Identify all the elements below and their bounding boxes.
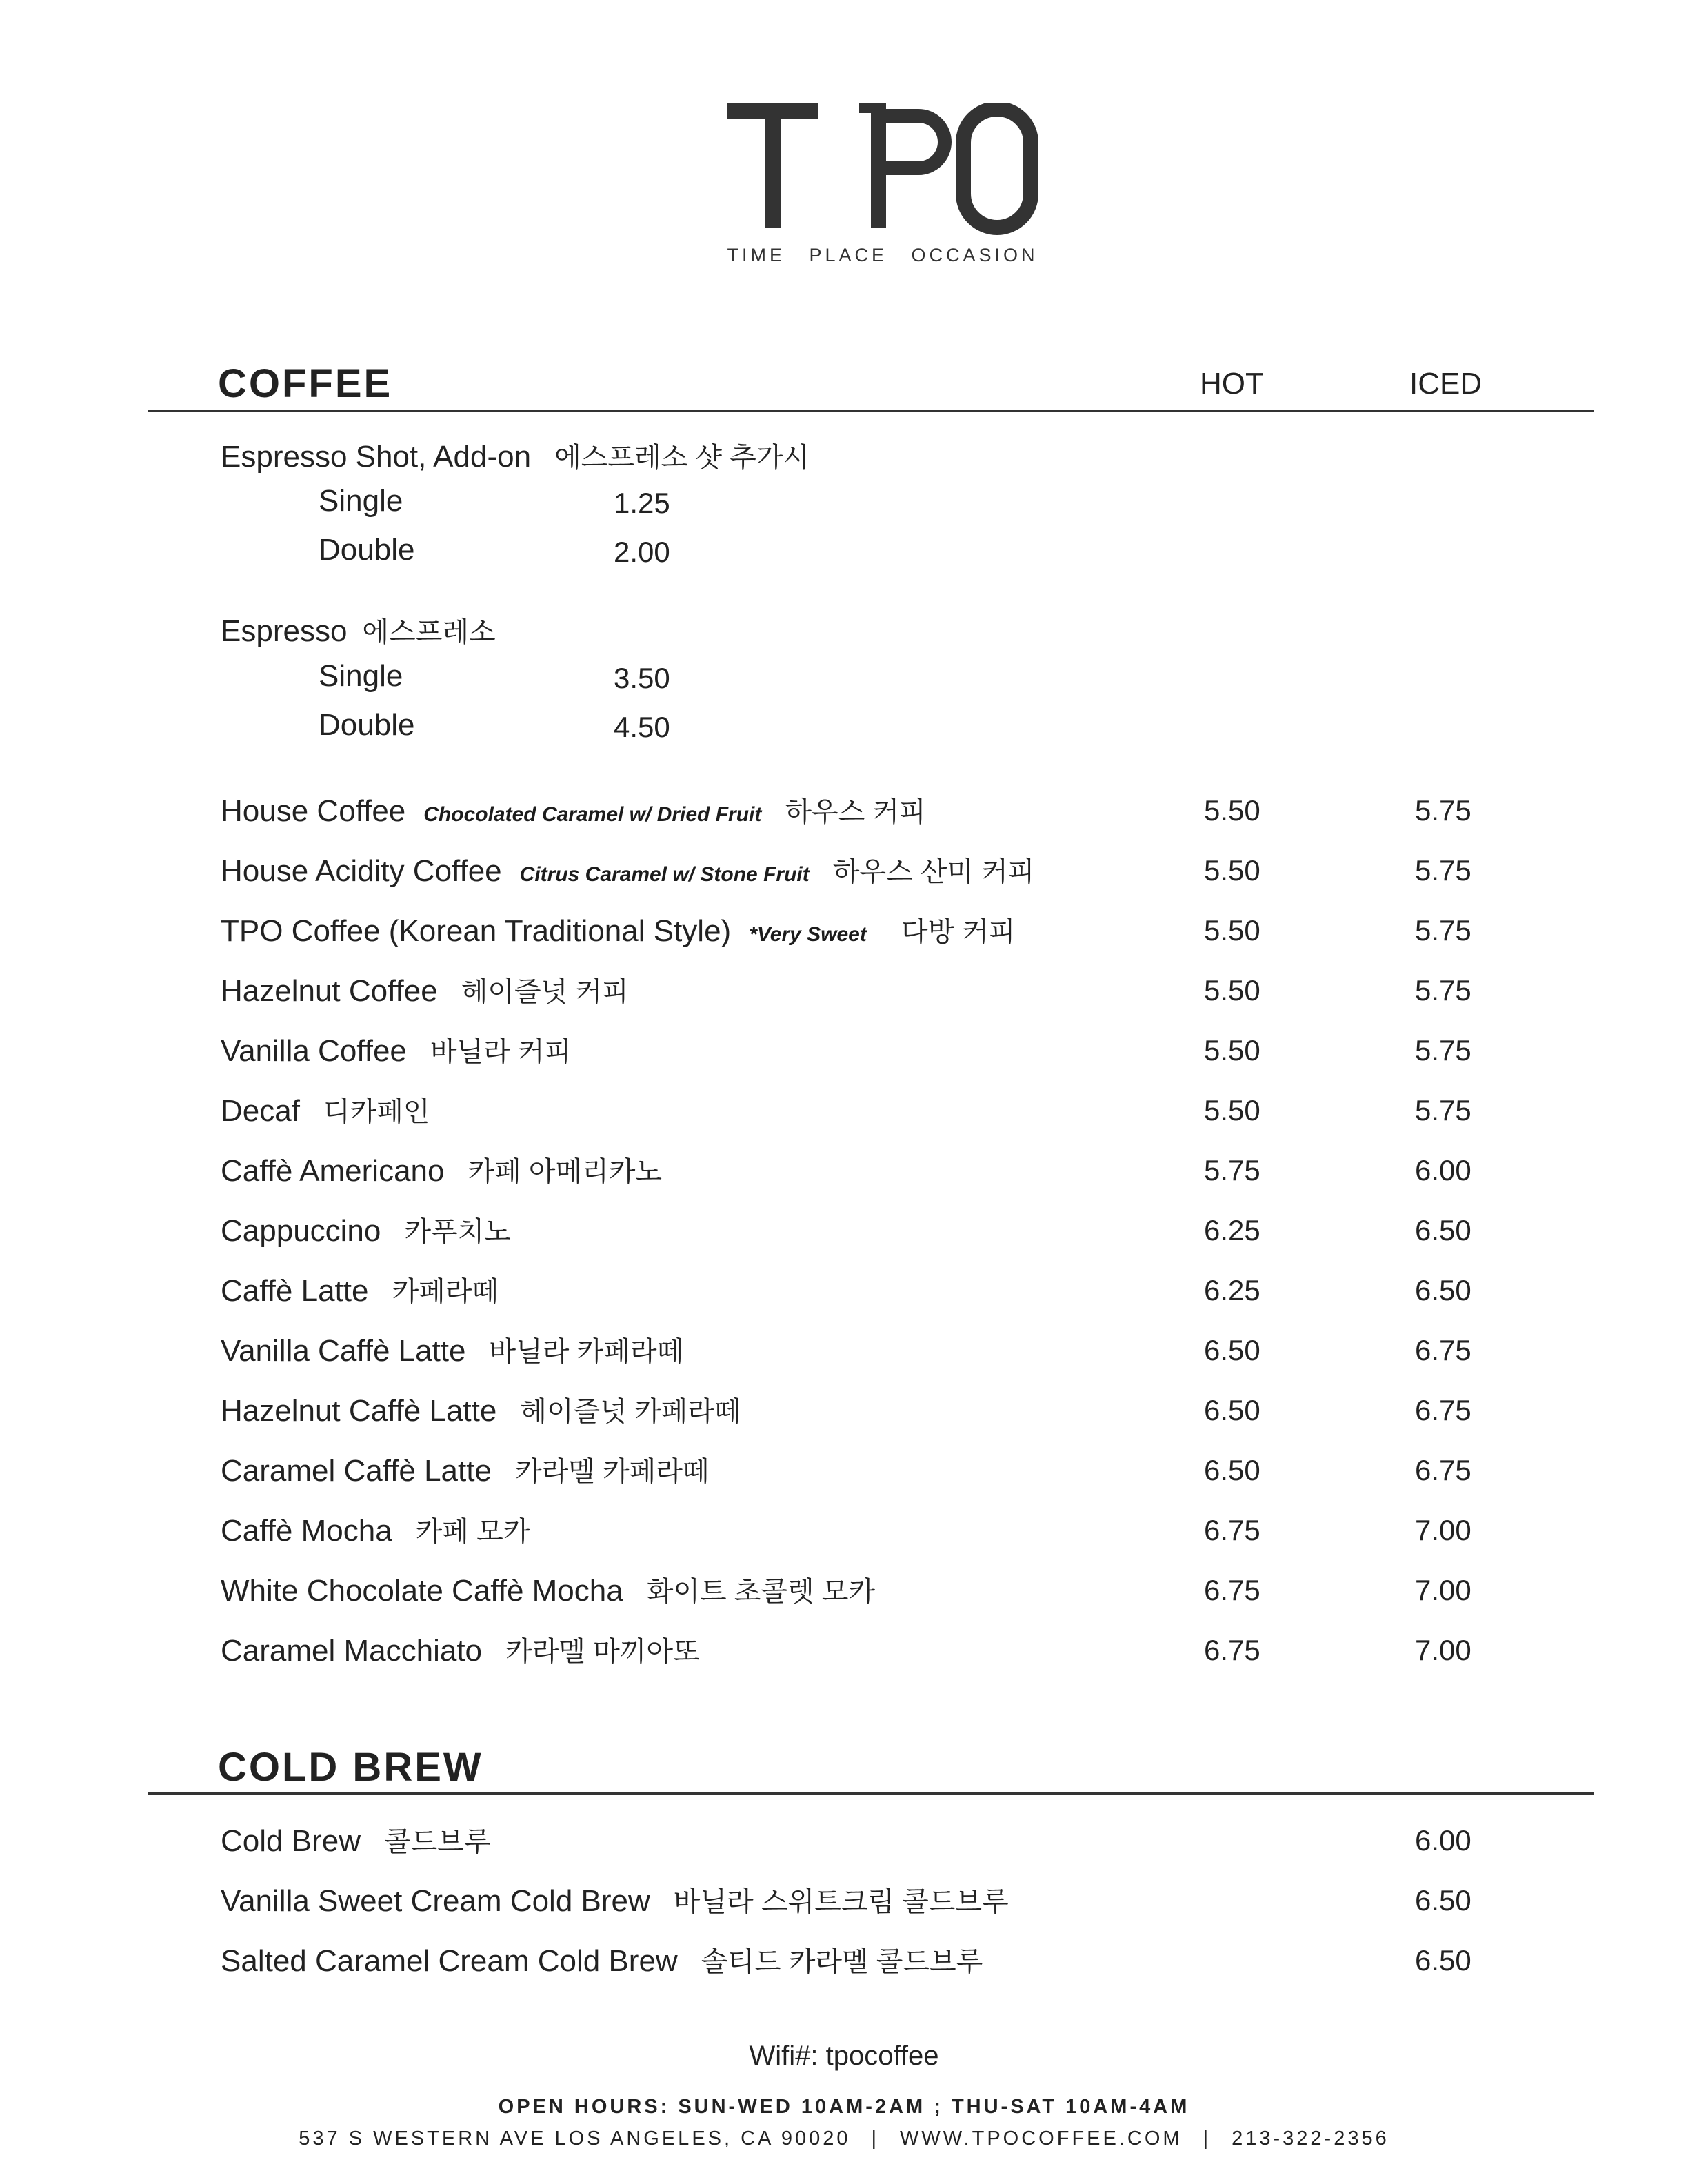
hot-price: 6.75 bbox=[1204, 1574, 1260, 1606]
menu-item bbox=[221, 1940, 983, 1981]
hot-price: 5.50 bbox=[1204, 854, 1260, 887]
cold-brew-price: 6.50 bbox=[1415, 1884, 1471, 1917]
hot-price: 6.75 bbox=[1204, 1514, 1260, 1546]
item-korean-name: 하우스 커피 bbox=[785, 797, 926, 827]
iced-price: 5.75 bbox=[1415, 854, 1471, 887]
option-price: 1.25 bbox=[614, 487, 670, 519]
iced-price: 7.00 bbox=[1415, 1574, 1471, 1606]
menu-item bbox=[221, 1390, 741, 1431]
iced-price: 6.75 bbox=[1415, 1394, 1471, 1426]
cold-brew-divider bbox=[148, 1792, 1594, 1795]
iced-price: 6.75 bbox=[1415, 1334, 1471, 1366]
iced-price: 6.50 bbox=[1415, 1214, 1471, 1246]
menu-item-espresso bbox=[221, 610, 496, 651]
item-korean-name: 카페 아메리카노 bbox=[468, 1157, 663, 1187]
item-name: White Chocolate Caffè Mocha bbox=[221, 1574, 623, 1608]
hot-price: 6.50 bbox=[1204, 1334, 1260, 1366]
item-korean-name: 하우스 산미 커피 bbox=[832, 857, 1035, 887]
menu-item bbox=[221, 1150, 662, 1191]
item-korean-name: 카푸치노 bbox=[404, 1217, 511, 1247]
item-korean-name: 헤이즐넛 커피 bbox=[461, 977, 629, 1007]
option-label: Double bbox=[319, 533, 415, 567]
menu-item bbox=[221, 1630, 700, 1671]
hot-price: 5.50 bbox=[1204, 914, 1260, 947]
item-name: Espresso bbox=[221, 614, 348, 648]
iced-price: 5.75 bbox=[1415, 914, 1471, 947]
phone-number[interactable]: 213-322-2356 bbox=[1232, 2127, 1389, 2150]
open-hours: OPEN HOURS: SUN-WED 10AM-2AM ; THU-SAT 10AM-4AM bbox=[498, 2096, 1190, 2118]
hot-price: 6.75 bbox=[1204, 1634, 1260, 1666]
item-korean-name: 헤이즐넛 카페라떼 bbox=[520, 1397, 741, 1427]
iced-price: 5.75 bbox=[1415, 1094, 1471, 1126]
menu-item bbox=[221, 1090, 430, 1131]
item-name: Hazelnut Coffee bbox=[221, 974, 438, 1008]
item-korean-name: 바닐라 커피 bbox=[430, 1037, 572, 1067]
cold-brew-section-title: COLD BREW bbox=[218, 1745, 483, 1790]
iced-price: 5.75 bbox=[1415, 974, 1471, 1007]
item-korean-name: 바닐라 카페라떼 bbox=[489, 1337, 684, 1367]
item-korean-name: 카라멜 카페라떼 bbox=[514, 1457, 710, 1487]
menu-item bbox=[221, 1450, 710, 1491]
iced-column-header: ICED bbox=[1409, 367, 1483, 401]
item-name: Vanilla Sweet Cream Cold Brew bbox=[221, 1884, 650, 1918]
item-name: House Coffee bbox=[221, 794, 406, 828]
hot-price: 5.50 bbox=[1204, 794, 1260, 827]
item-name: Vanilla Caffè Latte bbox=[221, 1334, 466, 1368]
item-korean-name: 다방 커피 bbox=[901, 917, 1016, 947]
hot-column-header: HOT bbox=[1200, 367, 1264, 401]
menu-item bbox=[221, 1270, 499, 1311]
item-name: Caffè Latte bbox=[221, 1274, 369, 1308]
hot-price: 5.50 bbox=[1204, 1094, 1260, 1126]
item-name: Hazelnut Caffè Latte bbox=[221, 1394, 497, 1428]
menu-item bbox=[221, 790, 926, 831]
hot-price: 6.25 bbox=[1204, 1274, 1260, 1306]
cold-brew-price: 6.50 bbox=[1415, 1944, 1471, 1976]
item-note: *Very Sweet bbox=[749, 923, 867, 946]
item-name: Espresso Shot, Add-on bbox=[221, 440, 532, 474]
menu-item bbox=[221, 1820, 491, 1861]
item-name: Cappuccino bbox=[221, 1214, 381, 1248]
item-name: Salted Caramel Cream Cold Brew bbox=[221, 1944, 678, 1978]
tpo-logo bbox=[717, 103, 1048, 269]
menu-item bbox=[221, 1510, 530, 1551]
option-label: Double bbox=[319, 708, 415, 742]
wifi-info: Wifi#: tpocoffee bbox=[749, 2041, 939, 2071]
item-name: Caramel Caffè Latte bbox=[221, 1454, 492, 1488]
address: 537 S WESTERN AVE LOS ANGELES, CA 90020 bbox=[299, 2127, 851, 2150]
iced-price: 6.00 bbox=[1415, 1154, 1471, 1186]
iced-price: 6.50 bbox=[1415, 1274, 1471, 1306]
coffee-section-title: COFFEE bbox=[218, 361, 393, 406]
menu-item bbox=[221, 910, 1016, 951]
item-name: Caffè Mocha bbox=[221, 1514, 392, 1548]
menu-item bbox=[221, 850, 1034, 891]
item-korean-name: 화이트 초콜렛 모카 bbox=[646, 1577, 876, 1607]
brand-tagline: TIME PLACE OCCASION bbox=[727, 245, 1038, 265]
item-name: House Acidity Coffee bbox=[221, 854, 502, 888]
contact-line bbox=[0, 2127, 1688, 2150]
menu-item bbox=[221, 970, 629, 1011]
hot-price: 6.50 bbox=[1204, 1394, 1260, 1426]
coffee-divider bbox=[148, 410, 1594, 412]
item-name: Decaf bbox=[221, 1094, 300, 1128]
menu-item bbox=[221, 1570, 875, 1611]
option-price: 2.00 bbox=[614, 536, 670, 568]
item-korean-name: 바닐라 스위트크림 콜드브루 bbox=[673, 1887, 1009, 1917]
separator: | bbox=[871, 2127, 880, 2150]
website-link[interactable]: WWW.TPOCOFFEE.COM bbox=[900, 2127, 1183, 2150]
option-label: Single bbox=[319, 659, 403, 693]
item-name: TPO Coffee (Korean Traditional Style) bbox=[221, 914, 732, 948]
cold-brew-price: 6.00 bbox=[1415, 1824, 1471, 1857]
item-korean-name: 카라멜 마끼아또 bbox=[505, 1637, 700, 1667]
item-korean-name: 솔티드 카라멜 콜드브루 bbox=[701, 1947, 983, 1977]
hot-price: 5.50 bbox=[1204, 1034, 1260, 1066]
hot-price: 6.25 bbox=[1204, 1214, 1260, 1246]
option-label: Single bbox=[319, 484, 403, 518]
hot-price: 5.75 bbox=[1204, 1154, 1260, 1186]
item-korean-name: 카페라떼 bbox=[392, 1277, 499, 1307]
iced-price: 7.00 bbox=[1415, 1514, 1471, 1546]
item-note: Chocolated Caramel w/ Dried Fruit bbox=[423, 803, 762, 826]
separator: | bbox=[1203, 2127, 1212, 2150]
item-name: Caramel Macchiato bbox=[221, 1634, 483, 1668]
iced-price: 7.00 bbox=[1415, 1634, 1471, 1666]
item-name: Caffè Americano bbox=[221, 1154, 445, 1188]
iced-price: 5.75 bbox=[1415, 794, 1471, 827]
item-name: Vanilla Coffee bbox=[221, 1034, 407, 1068]
tpo-logo-mark bbox=[717, 103, 1048, 241]
hot-price: 5.50 bbox=[1204, 974, 1260, 1007]
item-korean-name: 콜드브루 bbox=[383, 1827, 491, 1857]
iced-price: 5.75 bbox=[1415, 1034, 1471, 1066]
hot-price: 6.50 bbox=[1204, 1454, 1260, 1486]
menu-item bbox=[221, 1210, 511, 1251]
option-price: 4.50 bbox=[614, 711, 670, 743]
iced-price: 6.75 bbox=[1415, 1454, 1471, 1486]
item-korean-name: 에스프레소 bbox=[362, 617, 496, 647]
item-name: Cold Brew bbox=[221, 1824, 361, 1858]
item-korean-name: 카페 모카 bbox=[415, 1517, 530, 1547]
item-note: Citrus Caramel w/ Stone Fruit bbox=[519, 863, 810, 886]
menu-item bbox=[221, 1330, 683, 1371]
item-korean-name: 에스프레소 샷 추가시 bbox=[554, 443, 810, 473]
option-price: 3.50 bbox=[614, 662, 670, 694]
menu-item bbox=[221, 1030, 571, 1071]
menu-item bbox=[221, 1880, 1009, 1921]
menu-item-espresso-shot bbox=[221, 436, 810, 477]
item-korean-name: 디카페인 bbox=[323, 1097, 430, 1127]
